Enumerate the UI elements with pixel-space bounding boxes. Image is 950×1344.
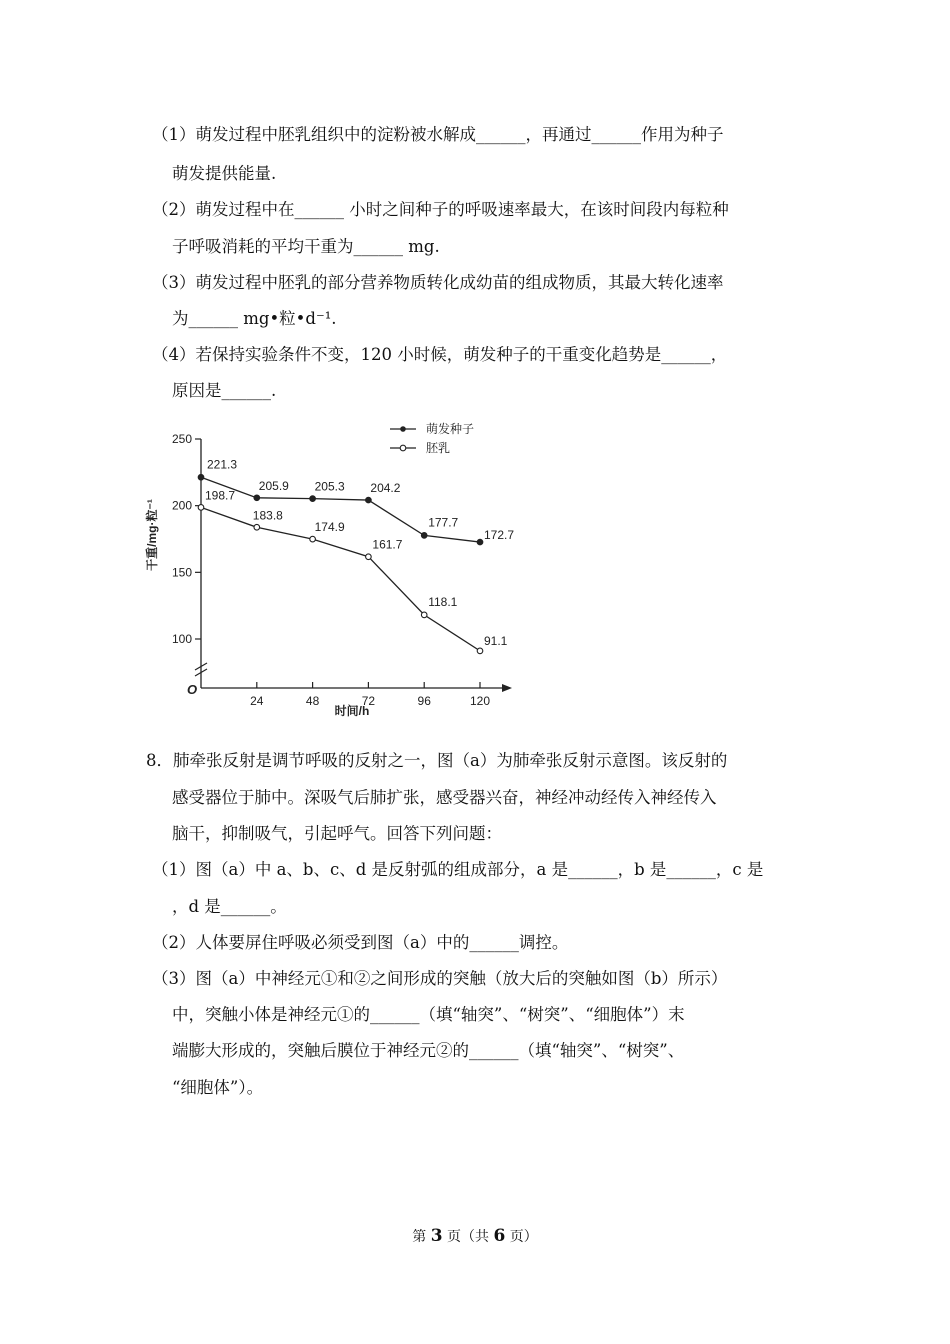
dry-weight-line-chart <box>140 413 530 723</box>
point-sprouting-seed <box>366 497 372 503</box>
y-axis-label: 干重/mg·粒⁻¹ <box>145 499 159 571</box>
data-label-sprouting-seed: 204.2 <box>370 481 401 496</box>
x-axis-label: 时间/h <box>334 704 370 718</box>
q8-part3-line1: （3）图（a）中神经元①和②之间形成的突触（放大后的突触如图（b）所示） <box>152 969 728 988</box>
point-endosperm <box>477 648 483 654</box>
data-label-endosperm: 118.1 <box>428 594 458 609</box>
q8-part3-line3: 端膨大形成的，突触后膜位于神经元②的______（填“轴突”、“树突”、 <box>172 1041 685 1060</box>
point-endosperm <box>366 554 372 560</box>
data-label-endosperm: 174.9 <box>314 520 345 535</box>
y-tick-label: 250 <box>171 432 192 446</box>
x-tick-label: 48 <box>305 694 320 708</box>
legend-label-endosperm: 胚乳 <box>426 441 451 455</box>
chart-series <box>198 457 514 653</box>
footer-mid: 页（共 <box>442 1229 494 1245</box>
x-tick-label: 120 <box>469 694 491 708</box>
legend-label-sprouting-seed: 萌发种子 <box>426 422 475 436</box>
point-endosperm <box>254 524 260 530</box>
page-footer <box>0 1226 950 1246</box>
data-label-endosperm: 183.8 <box>252 508 283 523</box>
point-endosperm <box>421 612 427 618</box>
q7-part3-line2: 为______ mg•粒•d⁻¹. <box>172 309 337 328</box>
q8-part2-line1: （2）人体要屏住呼吸必须受到图（a）中的______调控。 <box>152 933 569 952</box>
q8-intro-line3: 脑干，抑制吸气，引起呼气。回答下列问题： <box>172 824 502 843</box>
y-tick-label: 150 <box>171 565 192 580</box>
point-sprouting-seed <box>198 474 204 480</box>
origin-label: O <box>186 682 198 697</box>
legend-marker-endosperm <box>400 445 406 451</box>
point-sprouting-seed <box>310 496 316 502</box>
q8-part3-line2: 中，突触小体是神经元①的______（填“轴突”、“树突”、“细胞体”）末 <box>172 1005 685 1024</box>
point-endosperm <box>310 536 316 542</box>
x-tick-label: 96 <box>417 694 431 708</box>
data-label-endosperm: 161.7 <box>372 537 403 552</box>
point-sprouting-seed <box>421 533 427 539</box>
chart-axes <box>195 439 515 692</box>
q8-intro-line2: 感受器位于肺中。深吸气后肺扩张，感受器兴奋，神经冲动经传入神经传入 <box>172 788 717 807</box>
total-page-count: 6 <box>493 1226 506 1246</box>
q7-part3-line1: （3）萌发过程中胚乳的部分营养物质转化成幼苗的组成物质，其最大转化速率 <box>152 273 724 292</box>
point-sprouting-seed <box>254 495 260 501</box>
q7-part4-line1: （4）若保持实验条件不变，120 小时候，萌发种子的干重变化趋势是______， <box>152 345 728 364</box>
q7-part1-line2: 萌发提供能量. <box>172 164 277 183</box>
legend-marker-sprouting-seed <box>400 426 406 432</box>
x-tick-label: 24 <box>250 694 264 708</box>
chart-legend <box>390 421 474 455</box>
point-endosperm <box>198 505 204 511</box>
point-sprouting-seed <box>477 539 483 545</box>
data-label-sprouting-seed: 205.3 <box>314 479 345 494</box>
q7-part2-line1: （2）萌发过程中在______ 小时之间种子的呼吸速率最大，在该时间段内每粒种 <box>152 200 729 219</box>
data-label-sprouting-seed: 205.9 <box>258 478 289 493</box>
data-label-sprouting-seed: 172.7 <box>484 528 515 543</box>
q8-intro-line1: 8．肺牵张反射是调节呼吸的反射之一，图（a）为肺牵张反射示意图。该反射的 <box>146 751 728 770</box>
data-label-sprouting-seed: 221.3 <box>207 457 238 472</box>
q7-part2-line2: 子呼吸消耗的平均干重为______ mg. <box>172 237 440 256</box>
q8-part3-line4: “细胞体”）。 <box>172 1078 264 1097</box>
y-tick-label: 100 <box>171 632 192 646</box>
q7-part1-line1: （1）萌发过程中胚乳组织中的淀粉被水解成______，再通过______作用为种子 <box>152 125 724 144</box>
q8-part1-line1: （1）图（a）中 a、b、c、d 是反射弧的组成部分，a 是______，b 是______，c 是 <box>152 860 764 879</box>
q8-part1-line2: ，d 是______。 <box>172 897 287 916</box>
q7-part4-line2: 原因是______. <box>172 381 277 400</box>
data-label-endosperm: 198.7 <box>205 488 236 503</box>
footer-post: 页） <box>505 1229 538 1245</box>
y-ticks <box>172 432 201 646</box>
x-ticks <box>250 682 490 708</box>
data-label-endosperm: 91.1 <box>484 633 508 648</box>
x-axis-arrow <box>502 684 512 692</box>
x-tick-label: 72 <box>361 694 376 708</box>
footer-pre: 第 <box>412 1229 431 1245</box>
y-tick-label: 200 <box>171 498 192 513</box>
current-page-number: 3 <box>430 1226 443 1246</box>
data-label-sprouting-seed: 177.7 <box>428 515 459 530</box>
